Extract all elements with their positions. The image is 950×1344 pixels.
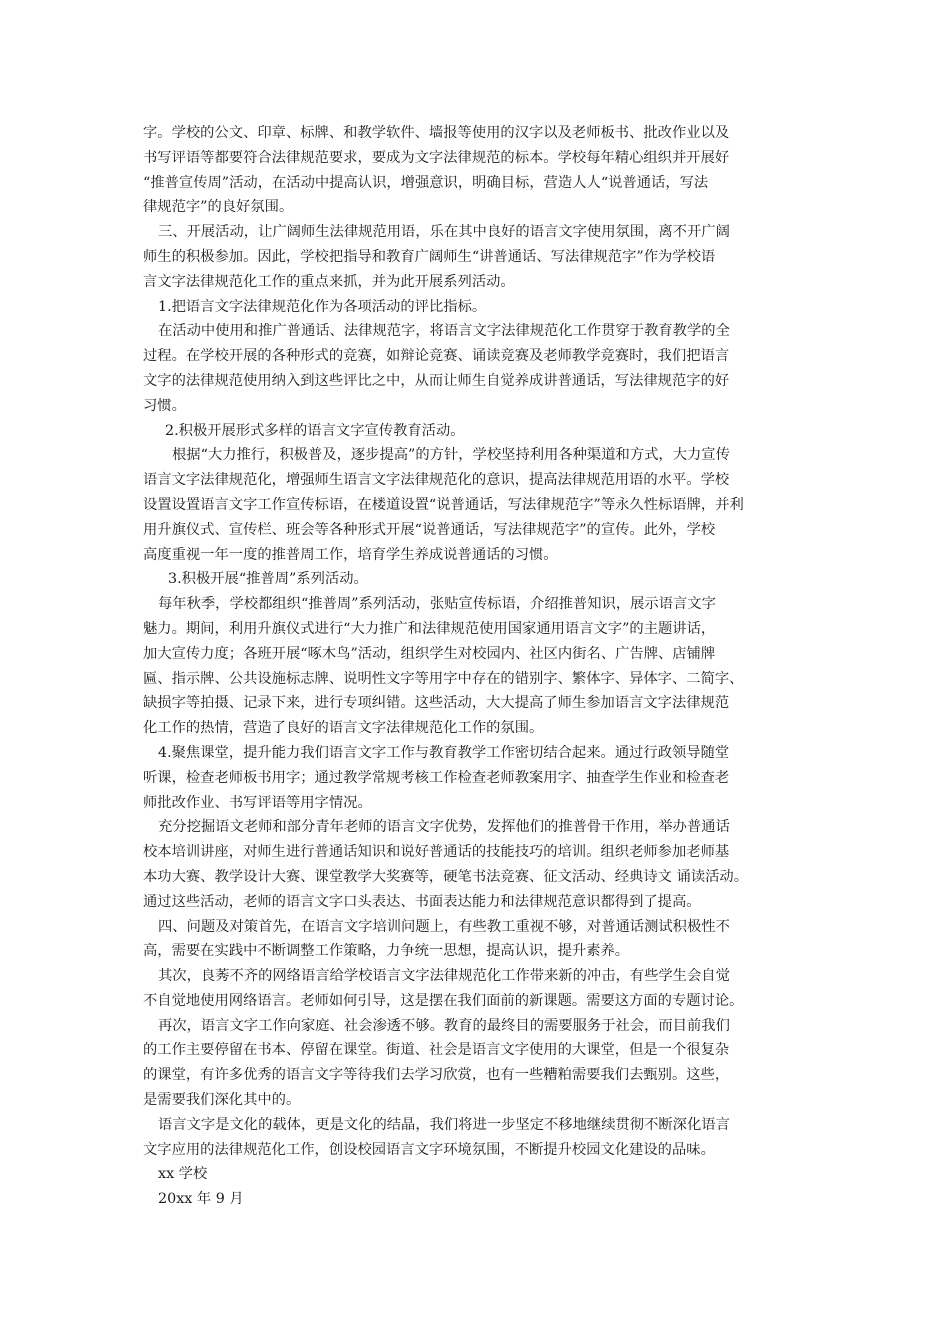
text-line: 充分挖掘语文老师和部分青年老师的语言文字优势，发挥他们的推普骨干作用，举办普通话: [158, 819, 730, 836]
text-line: 书写评语等都要符合法律规范要求，要成为文字法律规范的标本。学校每年精心组织并开展好: [143, 149, 730, 166]
text-line: 其次，良莠不齐的网络语言给学校语言文字法律规范化工作带来新的冲击，有些学生会自觉: [158, 968, 730, 985]
text-line: 再次，语言文字工作向家庭、社会渗透不够。教育的最终目的需要服务于社会，而目前我们: [158, 1017, 730, 1034]
subheading-line: 3.积极开展“推普周”系列活动。: [168, 571, 368, 588]
subheading-one: [0, 295, 950, 320]
paragraph-promotion: [0, 443, 950, 567]
text-line: 加大宣传力度；各班开展“啄木鸟”活动，组织学生对校园内、社区内街名、广告牌、店铺牌: [143, 645, 716, 662]
paragraph-activities: [0, 319, 950, 418]
text-line: 不自觉地使用网络语言。老师如何引导，这是摆在我们面前的新课题。需要这方面的专题讨论。: [143, 992, 744, 1009]
text-line: 文字应用的法律规范化工作，创设校园语言文字环境氛围，不断提升校园文化建设的品味。: [143, 1141, 715, 1158]
text-line: 每年秋季，学校都组织“推普周”系列活动，张贴宣传标语，介绍推普知识，展示语言文字: [158, 596, 716, 613]
text-line: 缺损字等拍摄、记录下来，进行专项纠错。这些活动，大大提高了师生参加语言文字法律规范: [143, 695, 730, 712]
section-heading-line: 三、开展活动，让广阔师生法律规范用语，乐在其中良好的语言文字使用氛围，离不开广阔: [158, 224, 730, 241]
subheading-two: [0, 419, 950, 444]
section-heading-line: 四、问题及对策首先，在语言文字培训问题上，有些教工重视不够，对普通话测试积极性不: [158, 918, 730, 935]
text-line: 师批改作业、书写评语等用字情况。: [143, 794, 372, 811]
text-line: 通过这些活动，老师的语言文字口头表达、书面表达能力和法律规范意识都得到了提高。: [143, 893, 701, 910]
text-line: 律规范字”的良好氛围。: [143, 199, 294, 216]
school-name: xx 学校: [158, 1166, 208, 1183]
paragraph-network-language: [0, 964, 950, 1014]
subheading-three: [0, 567, 950, 592]
text-line: 魅力。期间，利用升旗仪式进行“大力推广和法律规范使用国家通用语言文字”的主题讲话，: [143, 620, 716, 637]
text-line: 习惯。: [143, 397, 186, 414]
text-line: “推普宣传周”活动，在活动中提高认识，增强意识，明确目标，营造人人“说普通话，写法: [143, 174, 709, 191]
paragraph-section-four: [0, 915, 950, 965]
text-line: 校本培训讲座，对师生进行普通话知识和说好普通话的技能技巧的培训。组织老师参加老师基: [143, 844, 730, 861]
text-line: 4.聚焦课堂，提升能力我们语言文字工作与教育教学工作密切结合起来。通过行政领导随堂: [158, 744, 730, 761]
text-line: 的课堂，有许多优秀的语言文字等待我们去学习欣赏，也有一些糟粕需要我们去甄别。这些，: [143, 1067, 730, 1084]
text-line: 字。学校的公文、印章、标牌、和教学软件、墙报等使用的汉字以及老师板书、批改作业以及: [143, 125, 730, 141]
text-line: 化工作的热情，营造了良好的语言文字法律规范化工作的氛围。: [143, 720, 544, 737]
paragraph-training: [0, 815, 950, 914]
text-line: 本功大赛、教学设计大赛、课堂教学大奖赛等，硬笔书法竞赛、征文活动、经典诗文 诵读活动。: [143, 868, 749, 885]
signature-block: [0, 1162, 950, 1212]
text-line: 匾、指示牌、公共设施标志牌、说明性文字等用字中存在的错别字、繁体字、异体字、二简字、: [143, 670, 744, 687]
text-line: 的工作主要停留在书本、停留在课堂。街道、社会是语言文字使用的大课堂，但是一个很复杂: [143, 1042, 730, 1059]
text-line: 用升旗仪式、宣传栏、班会等各种形式开展“说普通话，写法律规范字”的宣传。此外，学校: [143, 521, 716, 538]
paragraph-classroom: [0, 741, 950, 815]
paragraph-society: [0, 1014, 950, 1113]
text-line: 高度重视一年一度的推普周工作，培育学生养成说普通话的习惯。: [143, 546, 558, 563]
text-line: 过程。在学校开展的各种形式的竞赛，如辩论竞赛、诵读竞赛及老师教学竞赛时，我们把语言: [143, 348, 730, 365]
text-line: 文字的法律规范使用纳入到这些评比之中，从而让师生自觉养成讲普通话，写法律规范字的好: [143, 372, 730, 389]
text-line: 语言文字是文化的载体，更是文化的结晶，我们将进一步坚定不移地继续贯彻不断深化语言: [158, 1116, 730, 1133]
text-line: 是需要我们深化其中的。: [143, 1092, 301, 1109]
subheading-line: 1.把语言文字法律规范化作为各项活动的评比指标。: [158, 298, 487, 315]
text-line: 言文字法律规范化工作的重点来抓，并为此开展系列活动。: [143, 273, 515, 290]
text-line: 在活动中使用和推广普通话、法律规范字，将语言文字法律规范化工作贯穿于教育教学的全: [158, 323, 730, 340]
text-line: 根据“大力推行，积极普及，逐步提高”的方针，学校坚持利用各种渠道和方式，大力宣传: [172, 447, 730, 464]
text-line: 高，需要在实践中不断调整工作策略，力争统一思想，提高认识，提升素养。: [143, 943, 630, 960]
subheading-line: 2.积极开展形式多样的语言文字宣传教育活动。: [165, 422, 465, 439]
text-line: 师生的积极参加。因此，学校把指导和教育广阔师生“讲普通话、写法律规范字”作为学校语: [143, 248, 716, 265]
document-body: [0, 121, 950, 1212]
paragraph-section-three: [0, 220, 950, 294]
text-line: 设置设置语言文字工作宣传标语，在楼道设置“说普通话，写法律规范字”等永久性标语牌，并利: [143, 496, 744, 513]
paragraph-conclusion: [0, 1113, 950, 1163]
text-line: 语言文字法律规范化，增强师生语言文字法律规范化的意识，提高法律规范用语的水平。学校: [143, 472, 730, 489]
paragraph-standards: [0, 121, 950, 220]
text-line: 听课，检查老师板书用字；通过教学常规考核工作检查老师教案用字、抽查学生作业和检查老: [143, 769, 730, 786]
paragraph-putonghua-week: [0, 592, 950, 741]
document-date: 20xx 年 9 月: [158, 1191, 244, 1208]
